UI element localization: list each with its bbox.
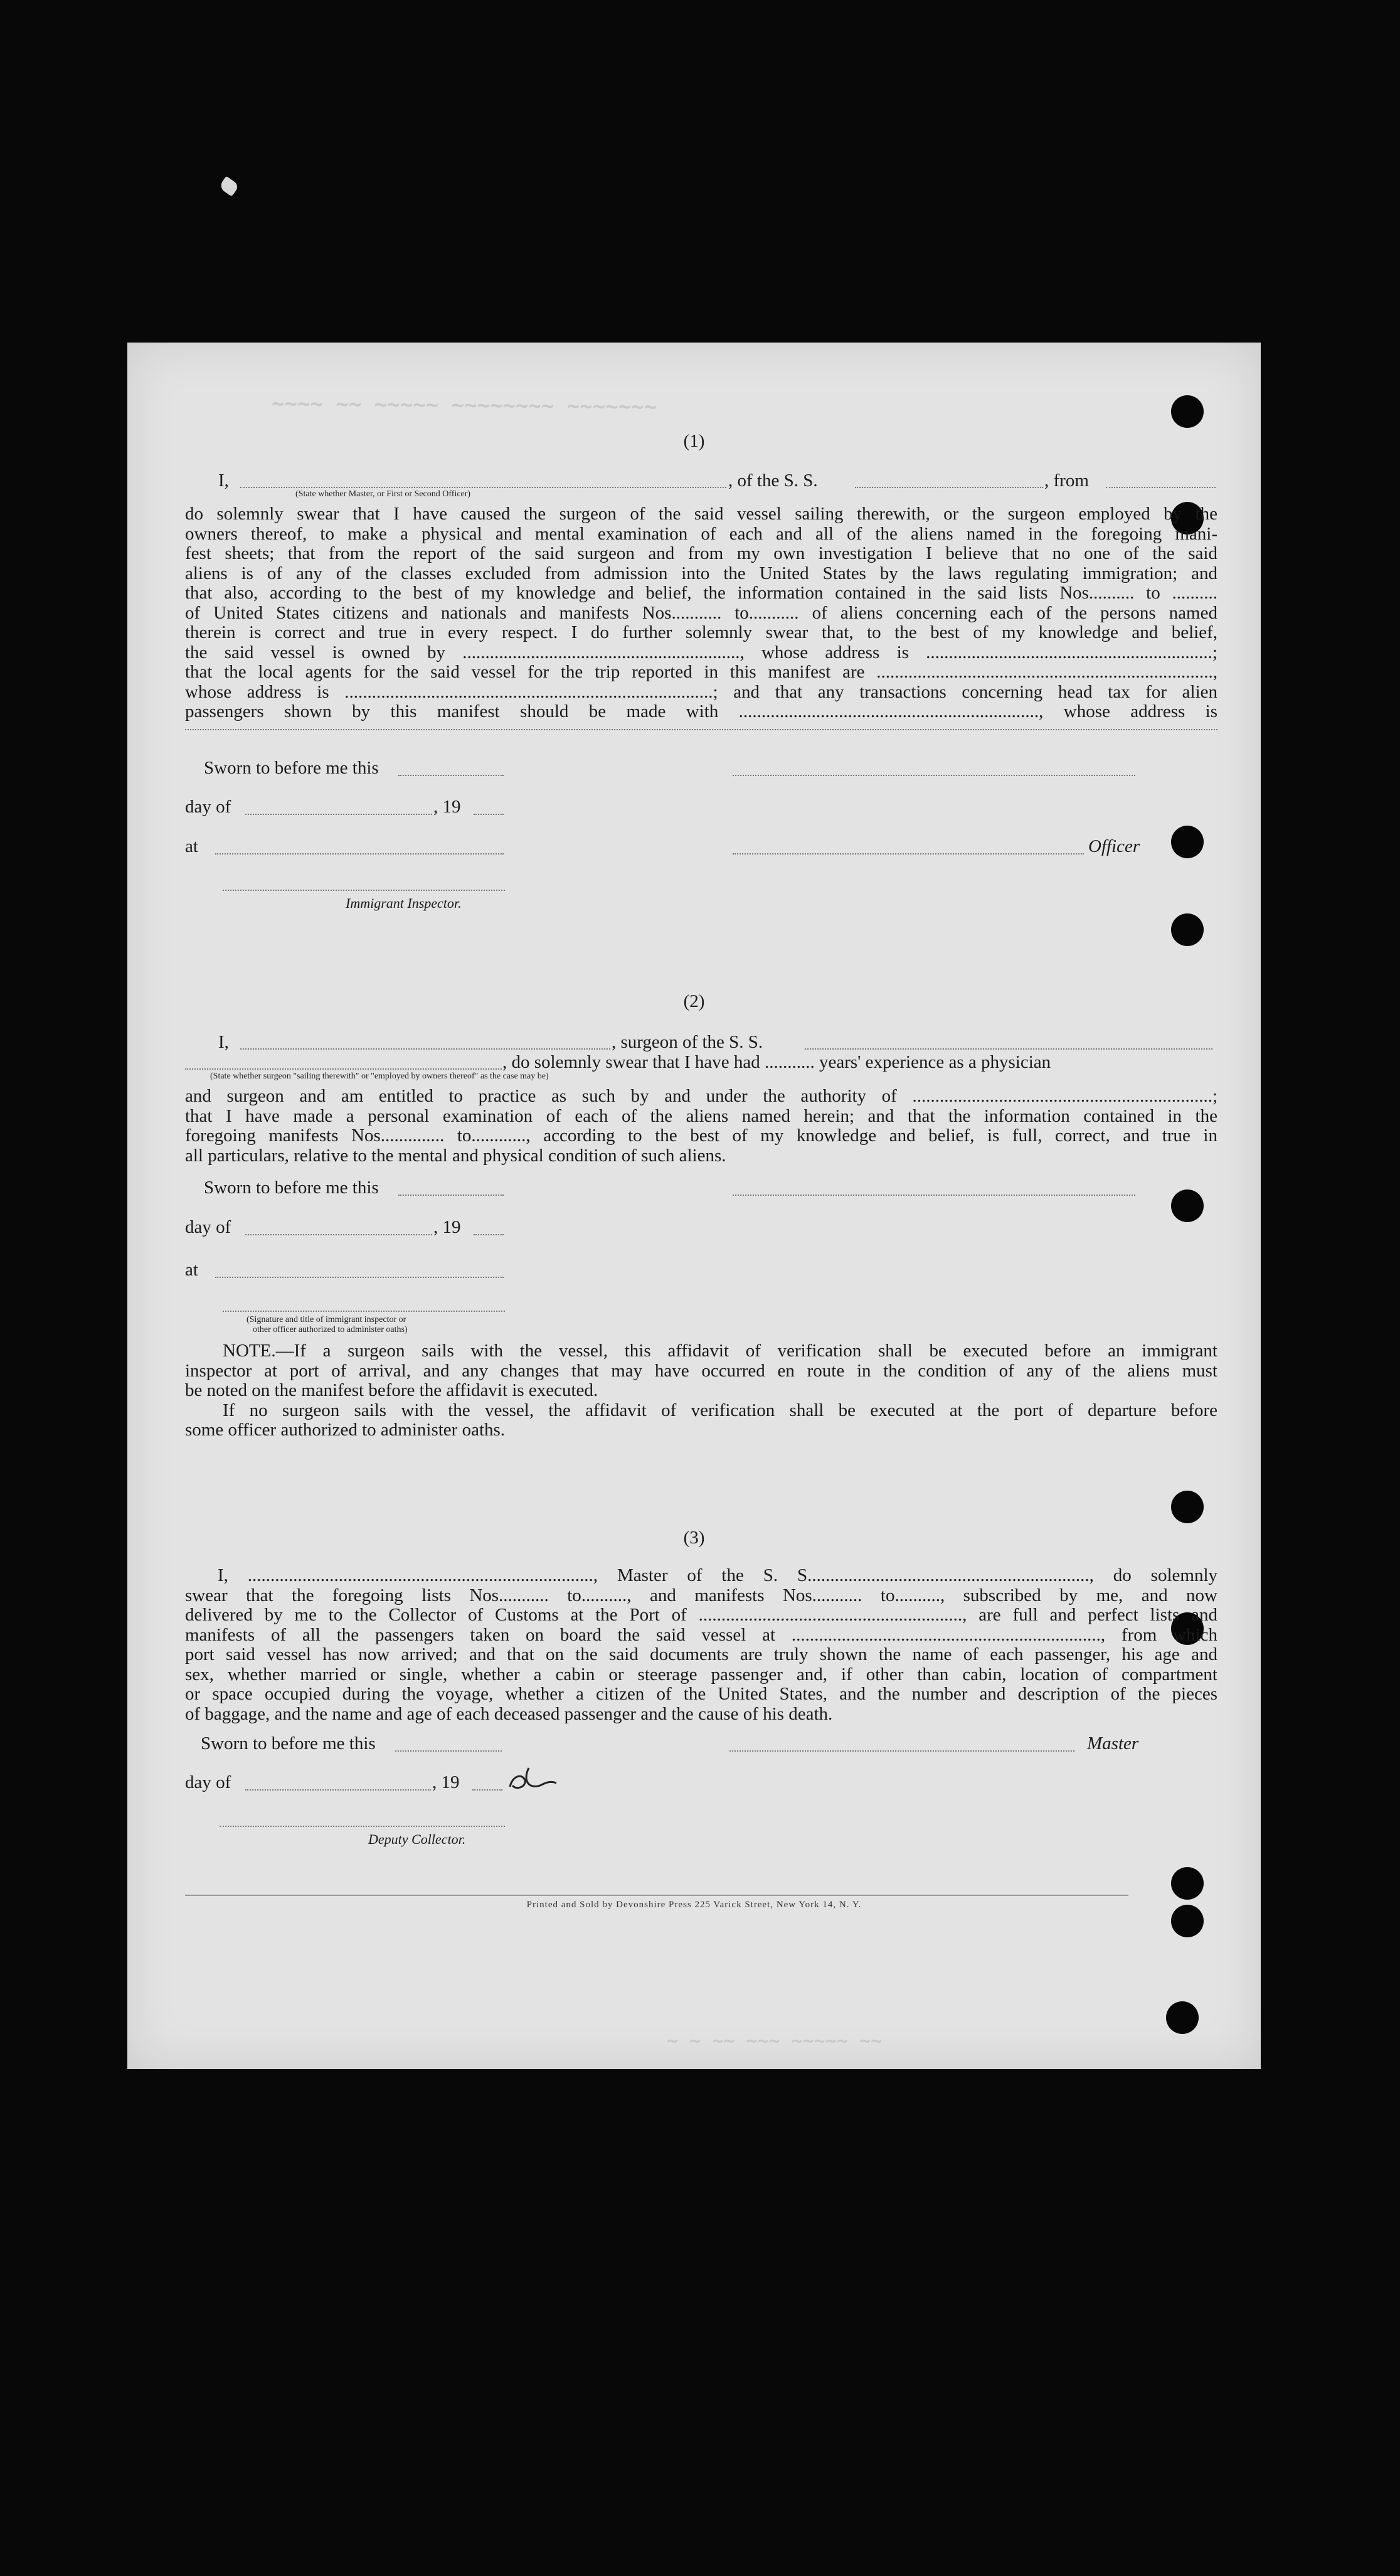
from-label: , from [1044,471,1089,491]
section-1-oath [185,504,1217,722]
section-1-opening: I, [218,471,229,491]
bleed-through-text: ~ ~ ~~ ~~~ ~~~~~ ~~ [667,2030,883,2052]
oath-line: and surgeon and am entitled to practice as such by and under the authority of ..................................................................; [185,1086,1217,1106]
oath-line: fest sheets; that from the report of the said surgeon and from my own investigation I believe that no one of the said [185,543,1217,563]
signature-line[interactable] [733,775,1135,776]
note-line: If no surgeon sails with the vessel, the affidavit of verification shall be executed at the port of departure before [223,1400,1217,1420]
manifest-back-page [127,343,1261,2069]
at-line[interactable] [215,1277,504,1278]
oath-line: or space occupied during the voyage, whether a citizen of the United States, and the number and description of the pieces [185,1684,1217,1704]
section-2-number: (2) [683,991,705,1011]
sworn-label: Sworn to before me this [201,1733,376,1754]
section-2-oath [185,1087,1217,1166]
oath-line: therein is correct and true in every respect. I do further solemnly swear that, to the best of my knowledge and belief, [185,622,1217,642]
oath-line: the said vessel is owned by ............................................................., whose address is ...............................................................; [185,642,1217,663]
oath-line: port said vessel has now arrived; and that on the said documents are truly shown the name of each passenger, his age and [185,1644,1217,1664]
day-of-line[interactable] [245,814,432,815]
oath-line: delivered by me to the Collector of Customs at the Port of .........................................................., are full and perfect lists and [185,1605,1217,1625]
inspector-signature-line[interactable] [223,890,505,891]
from-port-line[interactable] [1106,487,1216,488]
note-line: be noted on the manifest before the affidavit is executed. [185,1380,598,1400]
punch-hole [1171,913,1204,946]
signature-caption-2: other officer authorized to administer oaths) [253,1325,408,1334]
oath-line: that I have made a personal examination of each of the aliens named herein; and that the information contained in the [185,1105,1217,1126]
day-of-label: day of [185,797,231,817]
day-of-line[interactable] [245,1789,431,1791]
officer-signature-line[interactable] [223,1311,505,1312]
of-the-ss-label: , of the S. S. [728,471,818,491]
handwritten-mark [504,1762,560,1799]
oath-line: manifests of all the passengers taken on board the said vessel at ...................................................................., from which [185,1624,1217,1645]
printer-imprint: Printed and Sold by Devonshire Press 225 Varick Street, New York 14, N. Y. [526,1900,862,1910]
years-experience-text: , do solemnly swear that I have had ........... years' experience as a physician [502,1052,1051,1072]
collector-label: Deputy Collector. [368,1831,466,1847]
officer-label: Officer [1088,836,1140,856]
day-of-label: day of [185,1217,231,1237]
surgeon-vessel-line[interactable] [805,1048,1212,1050]
master-name-line[interactable] [240,487,726,488]
year-label: , 19 [433,1217,461,1237]
oath-line: foregoing manifests Nos.............. to............, according to the best of my knowledge and belief, is full, correct, and true in [185,1126,1217,1146]
oath-line: aliens is of any of the classes excluded from admission into the United States by the laws regulating immigration; and [185,563,1217,583]
collector-signature-line[interactable] [220,1826,505,1827]
punch-hole [1171,1867,1204,1900]
sworn-label: Sworn to before me this [204,758,379,778]
oath-line: whose address is .................................................................................; and that any transactions concerning head tax for alien [185,681,1217,702]
oath-line: of United States citizens and nationals and manifests Nos........... to........... of aliens concerning each of the persons named [185,602,1217,623]
note-line: inspector at port of arrival, and any changes that may have occurred en route in the condition of any of the aliens must [185,1360,1217,1381]
year-line[interactable] [474,814,504,815]
punch-hole [1171,826,1204,858]
punch-hole [1171,395,1204,428]
day-of-label: day of [185,1772,231,1792]
surgeon-name-line[interactable] [240,1048,610,1050]
year-line[interactable] [472,1789,502,1791]
section-3-number: (3) [683,1528,705,1548]
inspector-label: Immigrant Inspector. [346,895,462,911]
at-label: at [185,836,198,856]
oath-line: of baggage, and the name and age of each deceased passenger and the cause of his death. [185,1703,833,1724]
oath-line: I, ............................................................................, Master of the S. S.............................................................., do solemnly [218,1565,1217,1585]
officer-line[interactable] [733,853,1084,854]
note-block [185,1341,1217,1440]
oath-line: swear that the foregoing lists Nos........... to.........., and manifests Nos........... to.........., subscribed by me, and now [185,1585,1217,1605]
oath-line: that the local agents for the said vessel for the trip reported in this manifest are .........................................................................., [185,662,1217,682]
punch-hole [1171,1190,1204,1222]
sworn-date-line[interactable] [395,1750,502,1752]
punch-hole [1171,1491,1204,1523]
day-of-line[interactable] [245,1234,432,1235]
section-2-opening: I, [218,1032,229,1052]
at-line[interactable] [215,853,504,854]
master-label: Master [1087,1733,1139,1754]
section-1-number: (1) [683,431,705,451]
oath-line: that also, according to the best of my knowledge and belief, the information contained in the said lists Nos.......... to .......... [185,583,1217,603]
oath-line: sex, whether married or single, whether a cabin or steerage passenger and, if other than cabin, location of compartment [185,1664,1217,1685]
note-line: some officer authorized to administer oaths. [185,1420,506,1440]
surgeon-signature-line[interactable] [733,1195,1135,1196]
oath-line: passengers shown by this manifest should be made with .................................................................., whose address is [185,701,1217,721]
signature-caption-1: (Signature and title of immigrant inspector or [247,1315,406,1324]
sworn-date-line[interactable] [398,1195,504,1196]
section-1-caption: (State whether Master, or First or Second Officer) [295,489,471,499]
scan-speck [218,176,240,197]
sworn-date-line[interactable] [398,775,504,776]
year-label: , 19 [432,1772,460,1792]
oath-line: do solemnly swear that I have caused the surgeon of the said vessel sailing therewith, or the surgeon employed by the [185,504,1217,524]
oath-line: all particulars, relative to the mental and physical condition of such aliens. [185,1145,726,1166]
year-label: , 19 [433,797,461,817]
note-line: NOTE.—If a surgeon sails with the vessel, this affidavit of verification shall be executed before an immigrant [223,1341,1217,1361]
vessel-name-line[interactable] [855,487,1043,488]
oath-line: owners thereof, to make a physical and mental examination of each and all of the aliens named in the foregoing mani- [185,523,1217,544]
sworn-label: Sworn to before me this [204,1178,379,1198]
section-3-oath [185,1566,1217,1724]
master-signature-line[interactable] [729,1750,1074,1752]
section-2-caption: (State whether surgeon "sailing therewith" or "employed by owners thereof" as the case may be) [210,1072,549,1081]
surgeon-status-line[interactable] [185,1068,502,1070]
bleed-through-text: ~~~~ ~~ ~~~~~ ~~~~~~~~ ~~~~~~~ [271,391,657,420]
footer-rule [185,1895,1128,1896]
surgeon-of-label: , surgeon of the S. S. [612,1032,763,1052]
at-label: at [185,1260,198,1280]
punch-hole [1166,2001,1199,2034]
agent-address-line[interactable] [185,729,1217,730]
year-line[interactable] [474,1234,504,1235]
